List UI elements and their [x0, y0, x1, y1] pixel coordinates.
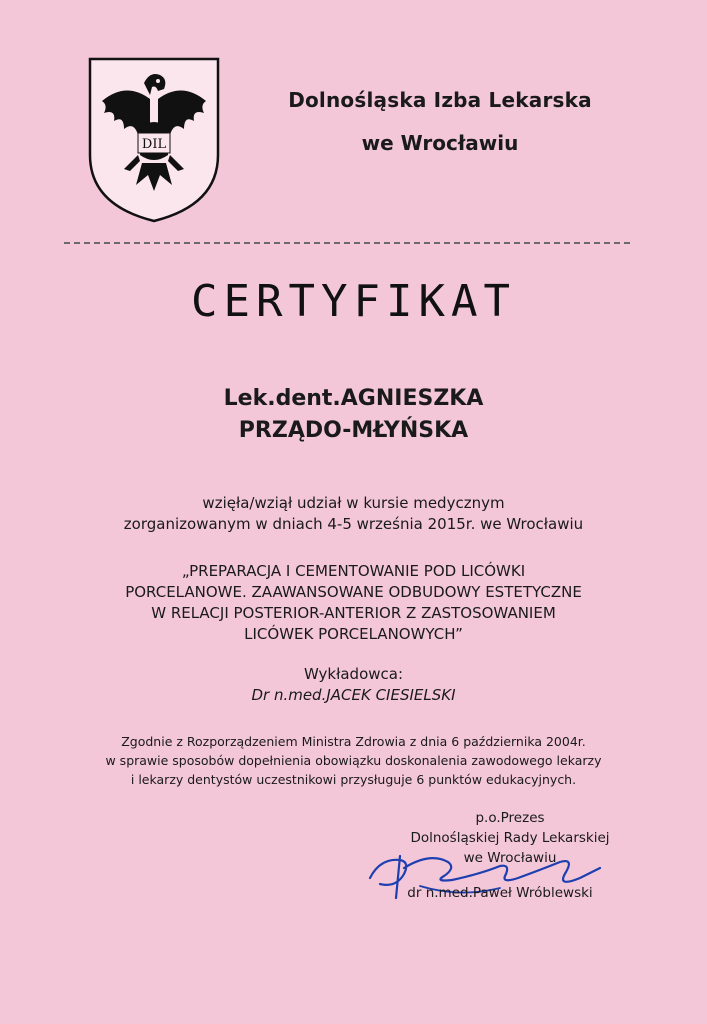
signatory-name: dr n.med.Paweł Wróblewski — [407, 885, 593, 901]
regulation-text — [0, 732, 707, 789]
participation-text — [0, 493, 707, 535]
lecturer-name: Dr n.med.JACEK CIESIELSKI — [251, 686, 456, 704]
course-line4: LICÓWEK PORCELANOWYCH” — [244, 625, 463, 643]
course-line3: W RELACJI POSTERIOR-ANTERIOR Z ZASTOSOWANIEM — [151, 604, 556, 622]
recipient-name — [0, 383, 707, 447]
lecturer-label: Wykładowca: — [303, 665, 404, 683]
participation-line1: wzięła/wziął udział w kursie medycznym — [202, 494, 505, 512]
signatory-line3: we Wrocławiu — [463, 850, 557, 866]
organization-name: Dolnośląska Izba Lekarska — [288, 88, 592, 112]
crest-monogram: DIL — [141, 137, 167, 152]
recipient-name-line2: PRZĄDO-MŁYŃSKA — [238, 418, 469, 443]
course-line2: PORCELANOWE. ZAAWANSOWANE ODBUDOWY ESTETYCZNE — [125, 583, 582, 601]
signatory-line1: p.o.Prezes — [475, 810, 545, 826]
regulation-line2: w sprawie sposobów dopełnienia obowiązku doskonalenia zawodowego lekarzy — [105, 753, 602, 768]
signatory-line2: Dolnośląskiej Rady Lekarskiej — [410, 830, 610, 846]
regulation-line3: i lekarzy dentystów uczestnikowi przysługuje 6 punktów edukacyjnych. — [130, 772, 577, 787]
course-title — [0, 561, 707, 645]
recipient-name-line1: Lek.dent.AGNIESZKA — [223, 386, 484, 411]
eagle-crest-icon — [86, 55, 222, 225]
participation-line2: zorganizowanym w dniach 4-5 września 2015r. we Wrocławiu — [123, 515, 584, 533]
dashed-divider — [64, 242, 630, 244]
course-line1: „PREPARACJA I CEMENTOWANIE POD LICÓWKI — [181, 562, 526, 580]
regulation-line1: Zgodnie z Rozporządzeniem Ministra Zdrowia z dnia 6 października 2004r. — [121, 734, 586, 749]
organization-city: we Wrocławiu — [361, 131, 519, 155]
certificate-title: CERTYFIKAT — [191, 276, 516, 327]
